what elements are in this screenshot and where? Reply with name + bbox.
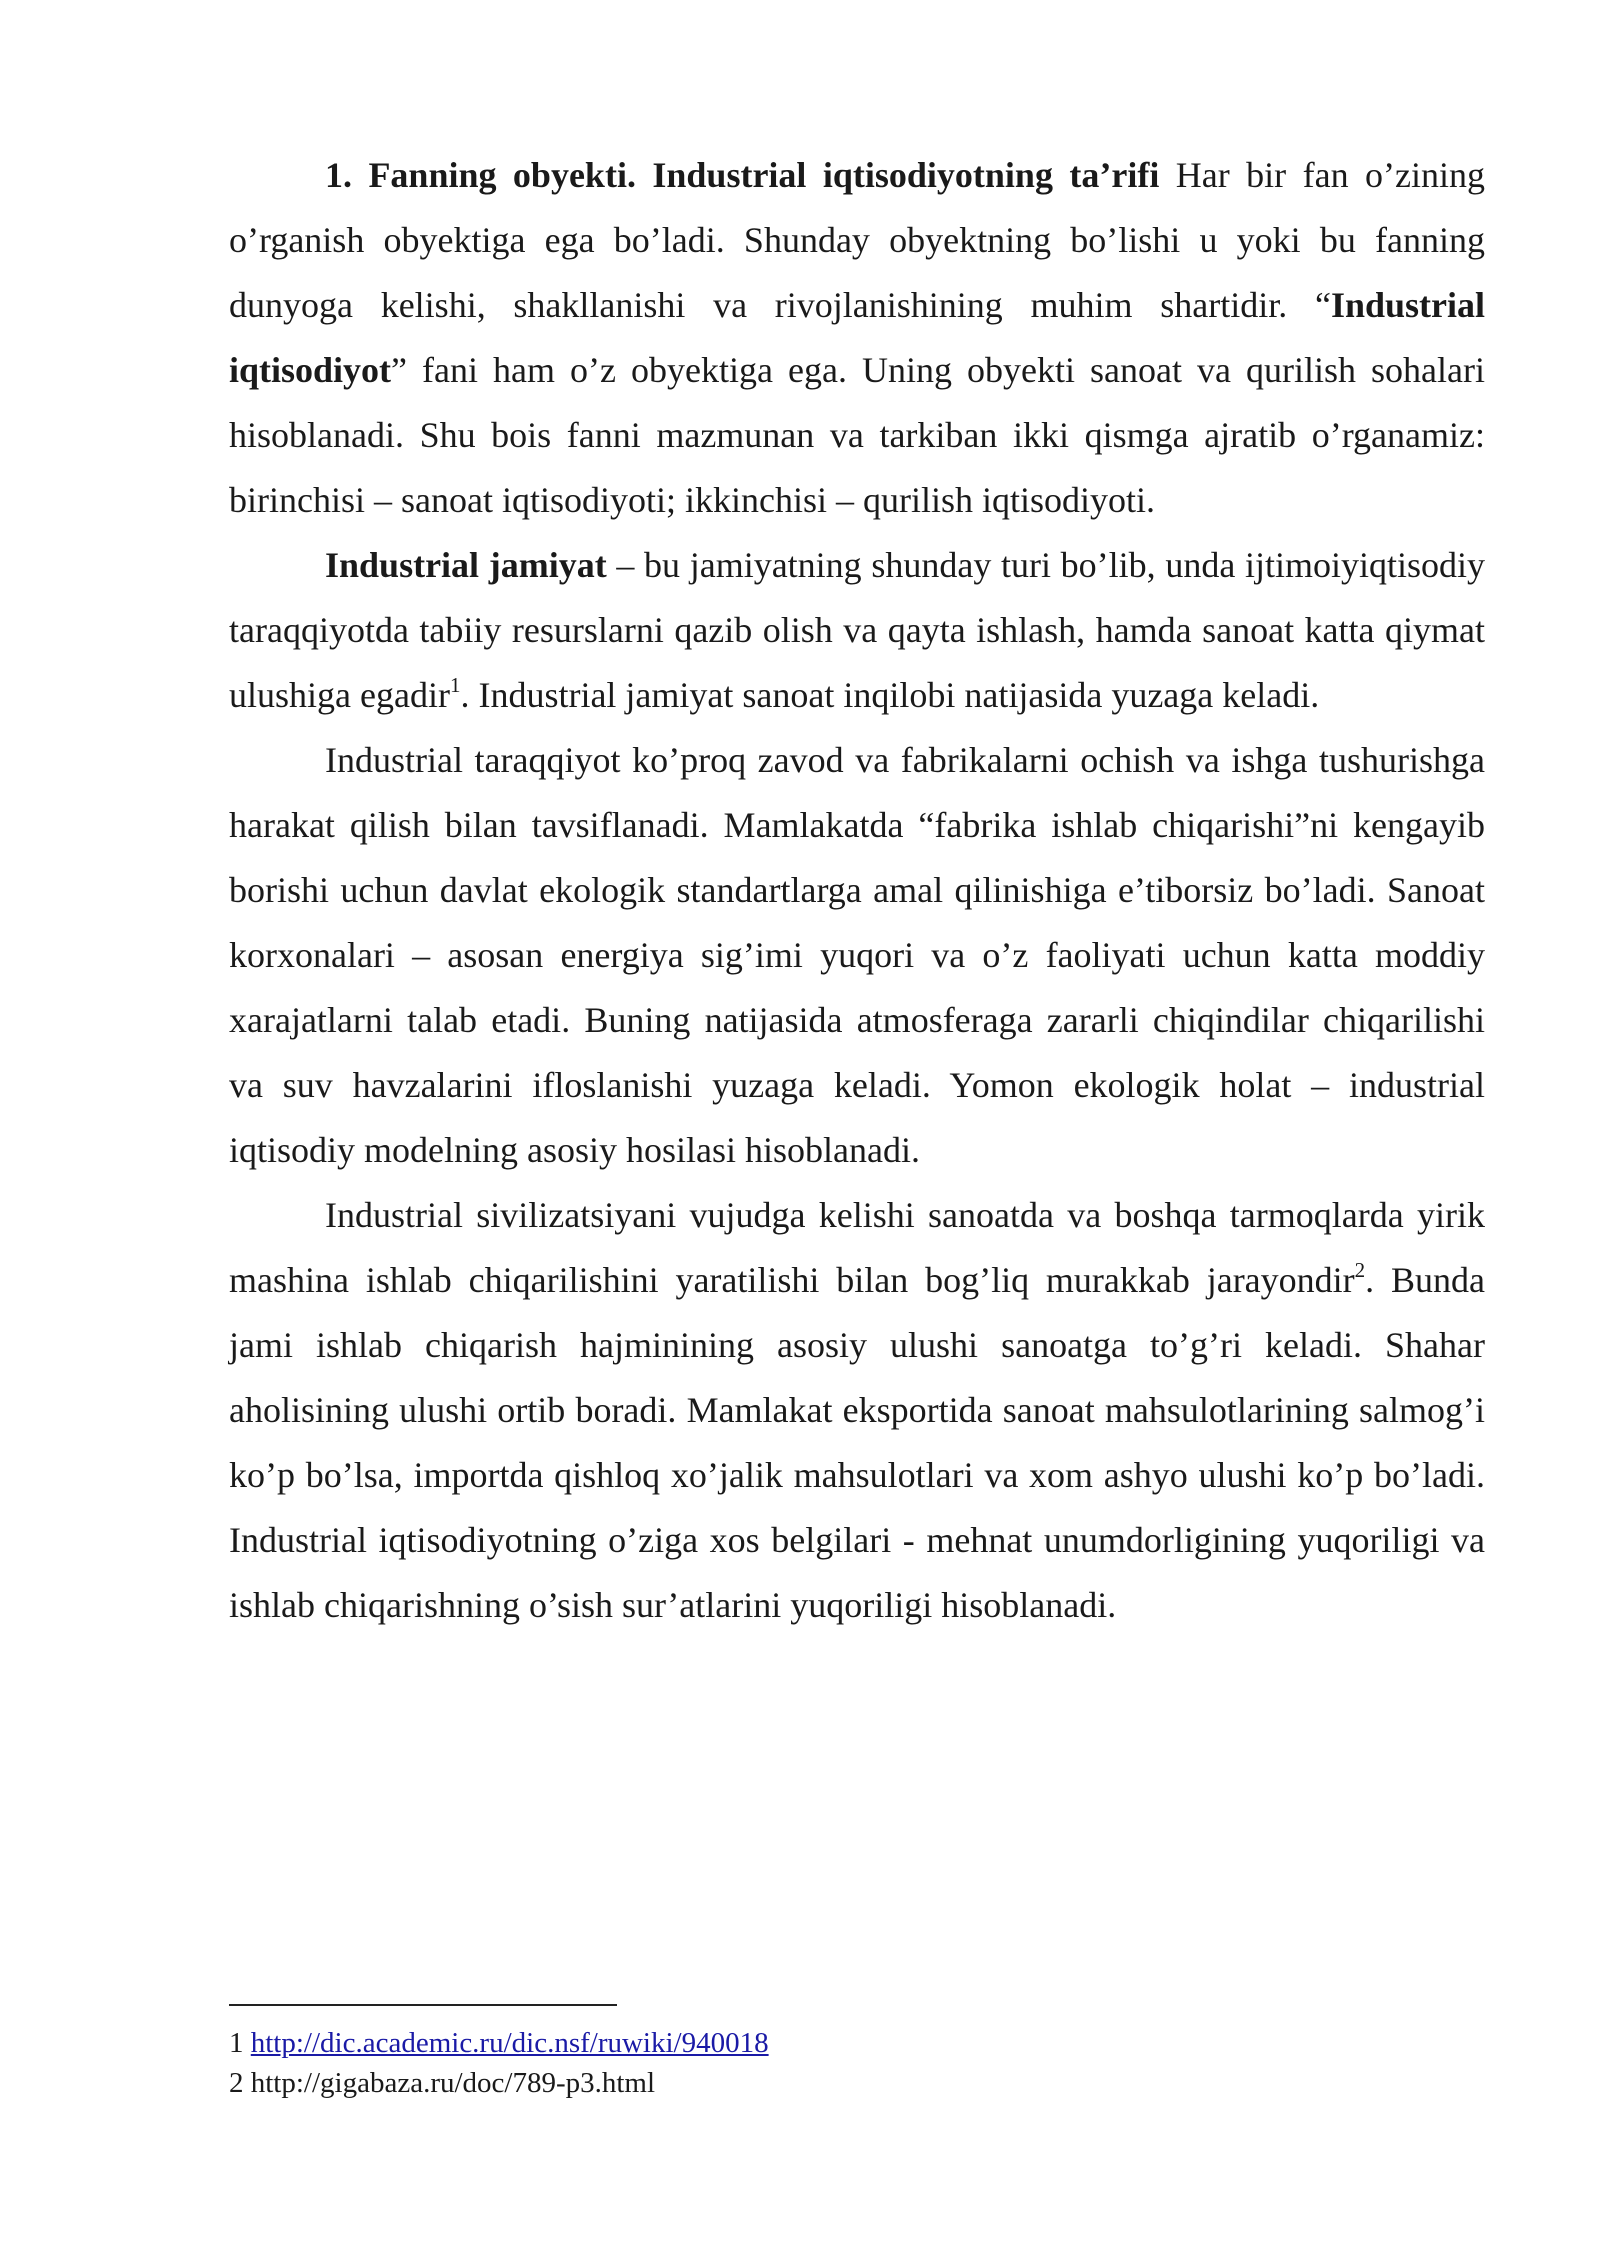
document-body (229, 143, 1485, 1638)
footnote-number: 1 (229, 2027, 244, 2059)
footnote-reference[interactable]: 2 (1354, 1258, 1366, 1282)
footnote-separator (229, 2004, 617, 2006)
footnote-1 (229, 2023, 1485, 2063)
footnote-number: 2 (229, 2067, 244, 2099)
paragraph-1 (229, 143, 1485, 533)
paragraph-text: Har bir fan o’zining o’rganish obyektiga ega bo’ladi. Shunday obyektning bo’lishi u yoki bu fanning dunyoga kelishi, shakllanishi va rivojlanishining muhim shartidir. “ (229, 155, 1485, 325)
paragraph-text: – bu jamiyatning shunday turi bo’lib, unda ijtimoiyiqtisodiy taraqqiyotda tabiiy resurslarni qazib olish va qayta ishlash, hamda sanoat katta qiymat ulushiga egadir (229, 545, 1485, 715)
footnotes (229, 2023, 1485, 2103)
paragraph-text: . Industrial jamiyat sanoat inqilobi natijasida yuzaga keladi. (460, 675, 1320, 715)
section-heading: 1. Fanning obyekti. Industrial iqtisodiyotning ta’rifi (325, 155, 1160, 195)
paragraph-text: ” fani ham o’z obyektiga ega. Uning obyekti sanoat va qurilish sohalari hisoblanadi. Shu bois fanni mazmunan va tarkiban ikki qismga ajratib o’rganamiz: birinchisi – sanoat iqtisodiyoti; ikkinchisi – qurilish iqtisodiyoti. (229, 350, 1485, 520)
paragraph-2 (229, 533, 1485, 728)
paragraph-text: . Bunda jami ishlab chiqarish hajminining asosiy ulushi sanoatga to’g’ri keladi. Shahar aholisining ulushi ortib boradi. Mamlakat eksportida sanoat mahsulotlarining salmog’i ko’p bo’lsa, importda qishloq xo’jalik mahsulotlari va xom ashyo ulushi ko’p bo’ladi. Industrial iqtisodiyotning o’ziga xos belgilari - mehnat unumdorligining yuqoriligi va ishlab chiqarishning o’sish sur’atlarini yuqoriligi hisoblanadi. (229, 1260, 1485, 1625)
footnote-link[interactable]: http://dic.academic.ru/dic.nsf/ruwiki/940018 (250, 2027, 769, 2059)
bold-term: Industrial jamiyat (325, 545, 607, 585)
paragraph-text: Industrial sivilizatsiyani vujudga kelishi sanoatda va boshqa tarmoqlarda yirik mashina ishlab chiqarilishini yaratilishi bilan bog’liq murakkab jarayondir (229, 1195, 1485, 1300)
footnote-url-text: http://gigabaza.ru/doc/789-p3.html (250, 2067, 656, 2099)
paragraph-4 (229, 1183, 1485, 1638)
footnote-reference[interactable]: 1 (449, 673, 461, 697)
bold-term: Industrial iqtisodiyot (229, 285, 1485, 390)
footnote-2 (229, 2063, 1485, 2103)
paragraph-3: Industrial taraqqiyot ko’proq zavod va fabrikalarni ochish va ishga tushurishga harakat qilish bilan tavsiflanadi. Mamlakatda “fabrika ishlab chiqarishi”ni kengayib borishi uchun davlat ekologik standartlarga amal qilinishiga e’tiborsiz bo’ladi. Sanoat korxonalari – asosan energiya sig’imi yuqori va o’z faoliyati uchun katta moddiy xarajatlarni talab etadi. Buning natijasida atmosferaga zararli chiqindilar chiqarilishi va suv havzalarini ifloslanishi yuzaga keladi. Yomon ekologik holat – industrial iqtisodiy modelning asosiy hosilasi hisoblanadi. (229, 740, 1485, 1170)
